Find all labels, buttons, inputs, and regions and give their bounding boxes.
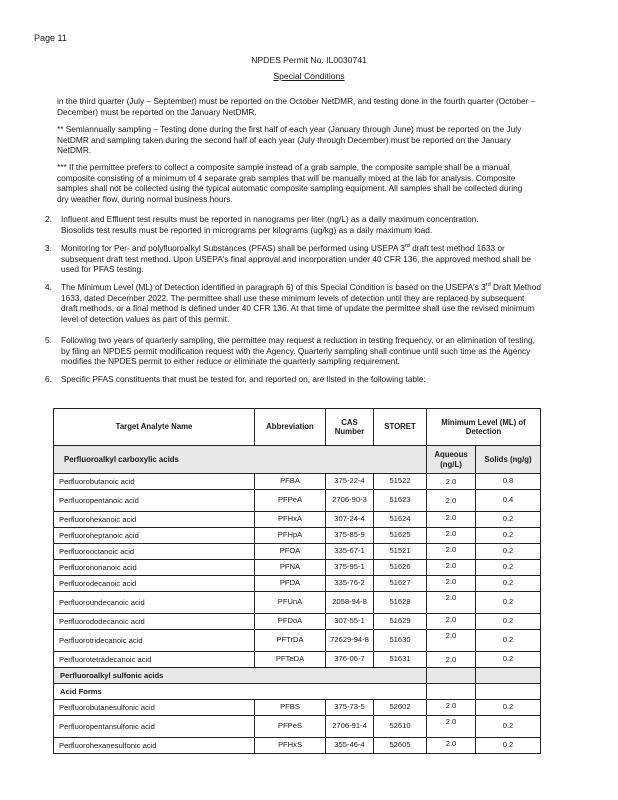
permit-number: NPDES Permit No. IL0030741 — [251, 55, 367, 65]
item-line: by filing an NPDES permit modification request with the Agency. Quarterly sampling shall continue until such time as the Agency — [61, 345, 531, 356]
item-number: 3. — [45, 243, 52, 253]
table-row: Perfluoropentansulfonic acid PFPeS 2706-91-4 52610 2.0 0.2 — [54, 716, 541, 738]
item-number: 2. — [45, 214, 52, 224]
table-row: Perfluorononanoic acid PFNA 375-95-1 51626 2.0 0.2 — [54, 560, 541, 576]
paragraph-line: December) must be reported on the January NetDMR. — [57, 106, 257, 117]
table-row: Perfluorooctanoic acid PFOA 335-67-1 51521 2.0 0.2 — [54, 544, 541, 560]
paragraph-line: *** If the permittee prefers to collect a composite sample instead of a grab sample, the composite sample shall be a manual — [57, 162, 510, 172]
header-aqueous: Aqueous (ng/L) — [427, 446, 476, 474]
subgroup-row-acid-forms — [54, 684, 541, 700]
continued-paragraph — [57, 96, 587, 117]
header-abbreviation: Abbreviation — [255, 409, 326, 446]
item-line: draft methods, or a final method is defined under 40 CFR 136. At that time of update the permittee shall use the revised minimum — [61, 303, 535, 314]
table-header-row — [54, 409, 541, 446]
table-row: Perfluoropentanoic acid PFPeA 2706-90-3 51623 2.0 0.4 — [54, 490, 541, 512]
group-row-carboxylic — [54, 446, 541, 474]
table-row: Perfluorododecanoic acid PFDoA 307-55-1 51629 2.0 0.2 — [54, 614, 541, 630]
table-row: Perfluorobutanesulfonic acid PFBS 375-73-5 52602 2.0 0.2 — [54, 700, 541, 716]
item-line: Influent and Effluent test results must be reported in nanograms per liter (ng/L) as a daily maximum concentration. — [61, 214, 479, 224]
item-line: Following two years of quarterly sampling, the permittee may request a reduction in testing frequency, or an elimination of testing, — [61, 335, 535, 345]
paragraph-line: in the third quarter (July – September) must be reported on the October NetDMR, and testing done in the fourth quarter (October – — [57, 96, 536, 106]
header-storet: STORET — [374, 409, 427, 446]
paragraph-line: NetDMR. — [57, 145, 92, 156]
page-label: Page 11 — [34, 33, 67, 43]
item-line: level of detection values as part of this permit. — [61, 313, 230, 324]
item-line: Specific PFAS constituents that must be tested for, and reported on, are listed in the following table: — [61, 374, 426, 384]
table-row: Perfluorotetradecanoic acid PFTeDA 376-06-7 51631 2.0 0.2 — [54, 652, 541, 668]
table-row: Perfluorohexanesulfonic acid PFHxS 355-46-4 52605 2.0 0.2 — [54, 738, 541, 754]
item-number: 6. — [45, 374, 52, 384]
item-line: subsequent draft test method. Upon USEPA's final approval and incorporation under 40 CFR 136, the approved method shall be — [61, 253, 532, 264]
group-label: Perfluoroalkyl carboxylic acids — [54, 446, 427, 474]
item-line: modifies the NPDES permit to either reduce or eliminate the quarterly sampling requirement. — [61, 356, 400, 367]
group-row-sulfonic — [54, 668, 541, 684]
semiannual-note — [57, 124, 587, 156]
header-minimum-level: Minimum Level (ML) of Detection — [427, 409, 541, 446]
item-line: 1633, dated December 2022. The permittee shall use these minimum levels of detection until they are replaced by subsequent — [61, 292, 525, 303]
table-row: Perfluorohexanoic acid PFHxA 307-24-4 51624 2.0 0.2 — [54, 512, 541, 528]
table-row: Perfluorotridecanoic acid PFTrDA 72629-94-8 51630 2.0 0.2 — [54, 630, 541, 652]
header-solids: Solids (ng/g) — [476, 446, 541, 474]
paragraph-line: ** Semiannually sampling – Testing done during the first half of each year (January through June) must be reported on the July — [57, 124, 522, 134]
header-cas-number: CAS Number — [326, 409, 374, 446]
item-line: used for PFAS testing. — [61, 264, 144, 275]
item-line: Monitoring for Per- and polyfluoroalkyl Substances (PFAS) shall be performed using USEPA 3rd draft test method 1633 or — [61, 243, 505, 253]
paragraph-line: NetDMR and sampling taken during the second half of each year (July through December) must be reported on the January — [57, 134, 511, 145]
paragraph-line: samples shall not be collected using the typical automatic composite sampling equipment. All samples shall be collected during — [57, 183, 523, 194]
subgroup-label: Acid Forms — [54, 684, 427, 700]
paragraph-line: dry weather flow, during normal business hours. — [57, 193, 233, 204]
item-line: The Minimum Level (ML) of Detection identified in paragraph 6) of this Special Condition is based on the USEPA's 3rd Draft Method — [61, 282, 541, 292]
table-row: Perfluoroundecanoic acid PFUnA 2058-94-8 51628 2.0 0.2 — [54, 592, 541, 614]
section-title: Special Conditions — [273, 71, 345, 81]
pfas-constituents-table — [53, 408, 541, 754]
paragraph-line: composite consisting of a minimum of 4 separate grab samples that will be manually mixed at the lab for analysis. Composite — [57, 172, 516, 183]
item-number: 5. — [45, 335, 52, 345]
table-row: Perfluorodecanoic acid PFDA 335-76-2 51627 2.0 0.2 — [54, 576, 541, 592]
item-line: Biosolids test results must be reported in micrograms per kilograms (ug/kg) as a daily maximum load. — [61, 224, 433, 235]
header-analyte-name: Target Analyte Name — [54, 409, 255, 446]
composite-note — [57, 162, 592, 204]
table-row: Perfluorobutanoic acid PFBA 375-22-4 51522 2.0 0.8 — [54, 474, 541, 490]
table-row: Perfluoroheptanoic acid PFHpA 375-85-9 51625 2.0 0.2 — [54, 528, 541, 544]
group-label: Perfluoroalkyl sulfonic acids — [54, 668, 427, 684]
item-number: 4. — [45, 282, 52, 292]
